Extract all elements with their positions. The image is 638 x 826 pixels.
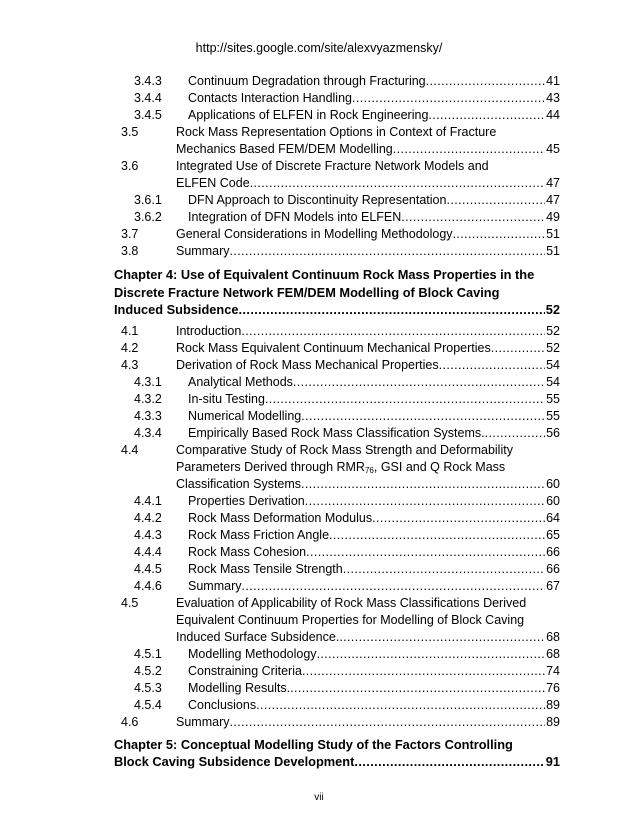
page-ref: 44 bbox=[546, 108, 560, 122]
page-ref: 56 bbox=[546, 426, 560, 440]
page-ref: 47 bbox=[546, 176, 560, 190]
entry-title-line-2 bbox=[176, 459, 505, 476]
entry-title: ELFEN Code bbox=[176, 176, 250, 190]
chapter-title-line-1: Chapter 5: Conceptual Modelling Study of the Factors Controlling bbox=[114, 737, 513, 752]
entry-title: Properties Derivation bbox=[188, 494, 305, 508]
section-number: 4.4.6 bbox=[134, 579, 162, 593]
entry-title: Applications of ELFEN in Rock Engineering bbox=[188, 108, 429, 122]
title-part-a: Parameters Derived through RMR bbox=[176, 460, 365, 474]
leader-dots bbox=[229, 243, 545, 260]
toc-entry-4-4-cont[interactable] bbox=[0, 459, 638, 476]
section-number: 4.4.4 bbox=[134, 545, 162, 559]
page-number: vii bbox=[314, 792, 324, 803]
entry-text bbox=[188, 680, 560, 697]
entry-title: Empirically Based Rock Mass Classification Systems. bbox=[188, 426, 485, 440]
entry-title: In-situ Testing bbox=[188, 392, 265, 406]
page-ref: 52 bbox=[545, 302, 560, 317]
toc-entry-4-5-end[interactable] bbox=[0, 629, 638, 646]
entry-text bbox=[176, 476, 560, 493]
toc-entry-4-5-4[interactable] bbox=[0, 697, 638, 714]
toc-entry-4-6[interactable] bbox=[0, 714, 638, 731]
page-ref: 51 bbox=[546, 244, 560, 258]
toc-entry-3-5-cont[interactable] bbox=[0, 141, 638, 158]
entry-title: Summary bbox=[176, 715, 230, 729]
section-number: 4.5.4 bbox=[134, 698, 162, 712]
page-ref: 55 bbox=[546, 409, 560, 423]
entry-text bbox=[188, 107, 560, 124]
toc-entry-3-4-5[interactable] bbox=[0, 107, 638, 124]
toc-entry-3-6-2[interactable] bbox=[0, 209, 638, 226]
entry-title: Numerical Modelling bbox=[188, 409, 302, 423]
entry-title: Constraining Criteria bbox=[188, 664, 302, 678]
entry-text bbox=[176, 714, 560, 731]
page-ref: 66 bbox=[546, 545, 560, 559]
entry-text bbox=[188, 578, 560, 595]
section-number: 4.3 bbox=[121, 358, 139, 372]
leader-dots bbox=[238, 301, 544, 318]
leader-dots bbox=[256, 697, 545, 714]
entry-text bbox=[176, 243, 560, 260]
leader-dots bbox=[428, 107, 545, 124]
section-number: 4.3.3 bbox=[134, 409, 162, 423]
chapter-4-heading-end[interactable] bbox=[0, 301, 638, 318]
entry-text bbox=[188, 697, 560, 714]
leader-dots bbox=[426, 73, 545, 90]
chapter-5-heading-end[interactable] bbox=[0, 753, 638, 770]
toc-entry-3-6[interactable] bbox=[0, 158, 638, 175]
leader-dots bbox=[393, 141, 545, 158]
page-ref: 54 bbox=[546, 375, 560, 389]
toc-entry-3-4-4[interactable] bbox=[0, 90, 638, 107]
section-number: 4.5.1 bbox=[134, 647, 162, 661]
toc-entry-3-6-1[interactable] bbox=[0, 192, 638, 209]
subscript-76: 76 bbox=[364, 466, 374, 475]
section-number: 3.4.4 bbox=[134, 91, 162, 105]
entry-text bbox=[176, 340, 560, 357]
page-ref: 60 bbox=[546, 494, 560, 508]
entry-text bbox=[188, 374, 560, 391]
leader-dots bbox=[401, 209, 545, 226]
page-ref: 45 bbox=[546, 142, 560, 156]
page-ref: 74 bbox=[546, 664, 560, 678]
page-ref: 76 bbox=[546, 681, 560, 695]
toc-entry-4-4-1[interactable] bbox=[0, 493, 638, 510]
toc-entry-4-1[interactable] bbox=[0, 323, 638, 340]
page-ref: 43 bbox=[546, 91, 560, 105]
section-number: 3.6.1 bbox=[134, 193, 162, 207]
page-ref: 51 bbox=[546, 227, 560, 241]
chapter-title-line-1: Chapter 4: Use of Equivalent Continuum Rock Mass Properties in the bbox=[114, 267, 535, 282]
leader-dots bbox=[485, 425, 545, 442]
entry-title: DFN Approach to Discontinuity Representation bbox=[188, 193, 447, 207]
entry-title: Summary bbox=[176, 244, 230, 258]
leader-dots bbox=[439, 357, 545, 374]
toc-entry-3-8[interactable] bbox=[0, 243, 638, 260]
page-ref: 52 bbox=[546, 341, 560, 355]
toc-entry-3-6-cont[interactable] bbox=[0, 175, 638, 192]
entry-text bbox=[188, 544, 560, 561]
toc-entry-4-4-6[interactable] bbox=[0, 578, 638, 595]
toc-entry-4-4-3[interactable] bbox=[0, 527, 638, 544]
section-number: 4.3.1 bbox=[134, 375, 162, 389]
entry-text bbox=[176, 175, 560, 192]
toc-entry-4-4-2[interactable] bbox=[0, 510, 638, 527]
entry-text bbox=[188, 73, 560, 90]
leader-dots bbox=[265, 391, 545, 408]
leader-dots bbox=[446, 192, 545, 209]
chapter-title-line-2: Discrete Fracture Network FEM/DEM Modelling of Block Caving bbox=[114, 285, 500, 300]
leader-dots bbox=[290, 680, 545, 697]
entry-title-line-1: Integrated Use of Discrete Fracture Network Models and bbox=[176, 159, 489, 173]
page-ref: 55 bbox=[546, 392, 560, 406]
leader-dots bbox=[302, 663, 545, 680]
entry-text bbox=[188, 90, 560, 107]
section-number: 4.4.5 bbox=[134, 562, 162, 576]
page-ref: 64 bbox=[546, 511, 560, 525]
section-number: 4.4 bbox=[121, 443, 139, 457]
toc-entry-3-5[interactable] bbox=[0, 124, 638, 141]
leader-dots bbox=[241, 578, 545, 595]
page-ref: 47 bbox=[546, 193, 560, 207]
entry-title: Introduction bbox=[176, 324, 242, 338]
toc-entry-3-4-3[interactable] bbox=[0, 73, 638, 90]
entry-title-line-1: Comparative Study of Rock Mass Strength and Deformability bbox=[176, 443, 513, 457]
entry-title: Rock Mass Friction Angle bbox=[188, 528, 330, 542]
page-ref: 91 bbox=[545, 754, 560, 769]
entry-title: Conclusions bbox=[188, 698, 257, 712]
page-ref: 52 bbox=[546, 324, 560, 338]
section-number: 3.5 bbox=[121, 125, 139, 139]
leader-dots bbox=[352, 90, 545, 107]
entry-text bbox=[188, 493, 560, 510]
page-ref: 67 bbox=[546, 579, 560, 593]
leader-dots bbox=[293, 374, 545, 391]
page-ref: 66 bbox=[546, 562, 560, 576]
leader-dots bbox=[343, 561, 545, 578]
page-ref: 60 bbox=[546, 477, 560, 491]
leader-dots bbox=[306, 544, 545, 561]
entry-text bbox=[114, 753, 560, 770]
section-number: 4.5.2 bbox=[134, 664, 162, 678]
toc-entry-4-4-end[interactable] bbox=[0, 476, 638, 493]
entry-title: Summary bbox=[188, 579, 242, 593]
entry-title-line-1: Rock Mass Representation Options in Context of Fracture bbox=[176, 125, 497, 139]
page-ref: 49 bbox=[546, 210, 560, 224]
toc-entry-3-7[interactable] bbox=[0, 226, 638, 243]
entry-text bbox=[176, 357, 560, 374]
entry-text bbox=[188, 510, 560, 527]
section-number: 4.5 bbox=[121, 596, 139, 610]
entry-title: Rock Mass Deformation Modulus bbox=[188, 511, 373, 525]
toc-entry-4-5-2[interactable] bbox=[0, 663, 638, 680]
section-number: 4.2 bbox=[121, 341, 139, 355]
toc-entry-4-5-1[interactable] bbox=[0, 646, 638, 663]
leader-dots bbox=[329, 527, 545, 544]
leader-dots bbox=[339, 629, 545, 646]
section-number: 3.4.5 bbox=[134, 108, 162, 122]
entry-text bbox=[176, 226, 560, 243]
section-number: 4.4.1 bbox=[134, 494, 162, 508]
entry-text bbox=[188, 425, 560, 442]
leader-dots bbox=[301, 476, 545, 493]
entry-title-line-2: Equivalent Continuum Properties for Modelling of Block Caving bbox=[176, 613, 525, 627]
entry-title: Classification Systems bbox=[176, 477, 302, 491]
page-ref: 65 bbox=[546, 528, 560, 542]
page-ref: 89 bbox=[546, 715, 560, 729]
entry-text bbox=[188, 646, 560, 663]
page-ref: 68 bbox=[546, 647, 560, 661]
entry-title: Analytical Methods bbox=[188, 375, 293, 389]
section-number: 3.7 bbox=[121, 227, 139, 241]
entry-text bbox=[176, 323, 560, 340]
toc-entry-4-5-cont[interactable] bbox=[0, 612, 638, 629]
section-number: 3.6.2 bbox=[134, 210, 162, 224]
entry-title: Block Caving Subsidence Development bbox=[114, 754, 355, 769]
toc-entry-4-3-4[interactable] bbox=[0, 425, 638, 442]
entry-text bbox=[114, 301, 560, 318]
toc-entry-4-5-3[interactable] bbox=[0, 680, 638, 697]
chapter-4-heading[interactable] bbox=[0, 266, 638, 283]
page-ref: 54 bbox=[546, 358, 560, 372]
header-url[interactable]: http://sites.google.com/site/alexvyazmensky/ bbox=[195, 41, 443, 55]
entry-title: Mechanics Based FEM/DEM Modelling bbox=[176, 142, 393, 156]
toc-entry-4-3-2[interactable] bbox=[0, 391, 638, 408]
leader-dots bbox=[250, 175, 545, 192]
leader-dots bbox=[354, 753, 544, 770]
entry-title: Contacts Interaction Handling bbox=[188, 91, 352, 105]
leader-dots bbox=[372, 510, 545, 527]
leader-dots bbox=[229, 714, 545, 731]
entry-title-line-1: Evaluation of Applicability of Rock Mass Classifications Derived bbox=[176, 596, 527, 610]
entry-title: Induced Surface Subsidence. bbox=[176, 630, 340, 644]
title-part-b: , GSI and Q Rock Mass bbox=[373, 460, 506, 474]
toc-entry-4-4[interactable] bbox=[0, 442, 638, 459]
entry-text bbox=[188, 527, 560, 544]
entry-text bbox=[188, 408, 560, 425]
leader-dots bbox=[241, 323, 545, 340]
entry-text bbox=[176, 629, 560, 646]
section-number: 4.3.4 bbox=[134, 426, 162, 440]
section-number: 4.6 bbox=[121, 715, 139, 729]
entry-title: Rock Mass Tensile Strength bbox=[188, 562, 343, 576]
entry-text bbox=[188, 192, 560, 209]
entry-title: Modelling Results. bbox=[188, 681, 291, 695]
entry-text bbox=[188, 391, 560, 408]
entry-title: Modelling Methodology bbox=[188, 647, 317, 661]
toc-entry-4-4-4[interactable] bbox=[0, 544, 638, 561]
entry-title: Rock Mass Equivalent Continuum Mechanical Properties bbox=[176, 341, 491, 355]
toc-entry-4-3[interactable] bbox=[0, 357, 638, 374]
toc-entry-4-3-3[interactable] bbox=[0, 408, 638, 425]
section-number: 4.3.2 bbox=[134, 392, 162, 406]
toc-entry-4-3-1[interactable] bbox=[0, 374, 638, 391]
chapter-4-heading-cont[interactable] bbox=[0, 284, 638, 301]
entry-title: Derivation of Rock Mass Mechanical Properties bbox=[176, 358, 439, 372]
leader-dots bbox=[453, 226, 546, 243]
entry-text bbox=[188, 561, 560, 578]
toc-entry-4-4-5[interactable] bbox=[0, 561, 638, 578]
toc-entry-4-5[interactable] bbox=[0, 595, 638, 612]
entry-title: Induced Subsidence bbox=[114, 302, 239, 317]
chapter-5-heading[interactable] bbox=[0, 736, 638, 753]
leader-dots bbox=[491, 340, 545, 357]
leader-dots bbox=[317, 646, 546, 663]
section-number: 4.4.3 bbox=[134, 528, 162, 542]
section-number: 3.8 bbox=[121, 244, 139, 258]
section-number: 3.6 bbox=[121, 159, 139, 173]
entry-title: Continuum Degradation through Fracturing bbox=[188, 74, 426, 88]
entry-title: Integration of DFN Models into ELFEN bbox=[188, 210, 402, 224]
entry-title: General Considerations in Modelling Methodology bbox=[176, 227, 453, 241]
entry-text bbox=[188, 209, 560, 226]
section-number: 3.4.3 bbox=[134, 74, 162, 88]
page-ref: 68 bbox=[546, 630, 560, 644]
section-number: 4.4.2 bbox=[134, 511, 162, 525]
page-ref: 89 bbox=[546, 698, 560, 712]
section-number: 4.5.3 bbox=[134, 681, 162, 695]
section-number: 4.1 bbox=[121, 324, 139, 338]
toc-entry-4-2[interactable] bbox=[0, 340, 638, 357]
leader-dots bbox=[305, 493, 545, 510]
entry-text bbox=[176, 141, 560, 158]
entry-title: Rock Mass Cohesion bbox=[188, 545, 307, 559]
leader-dots bbox=[301, 408, 545, 425]
entry-text bbox=[188, 663, 560, 680]
page-ref: 41 bbox=[546, 74, 560, 88]
